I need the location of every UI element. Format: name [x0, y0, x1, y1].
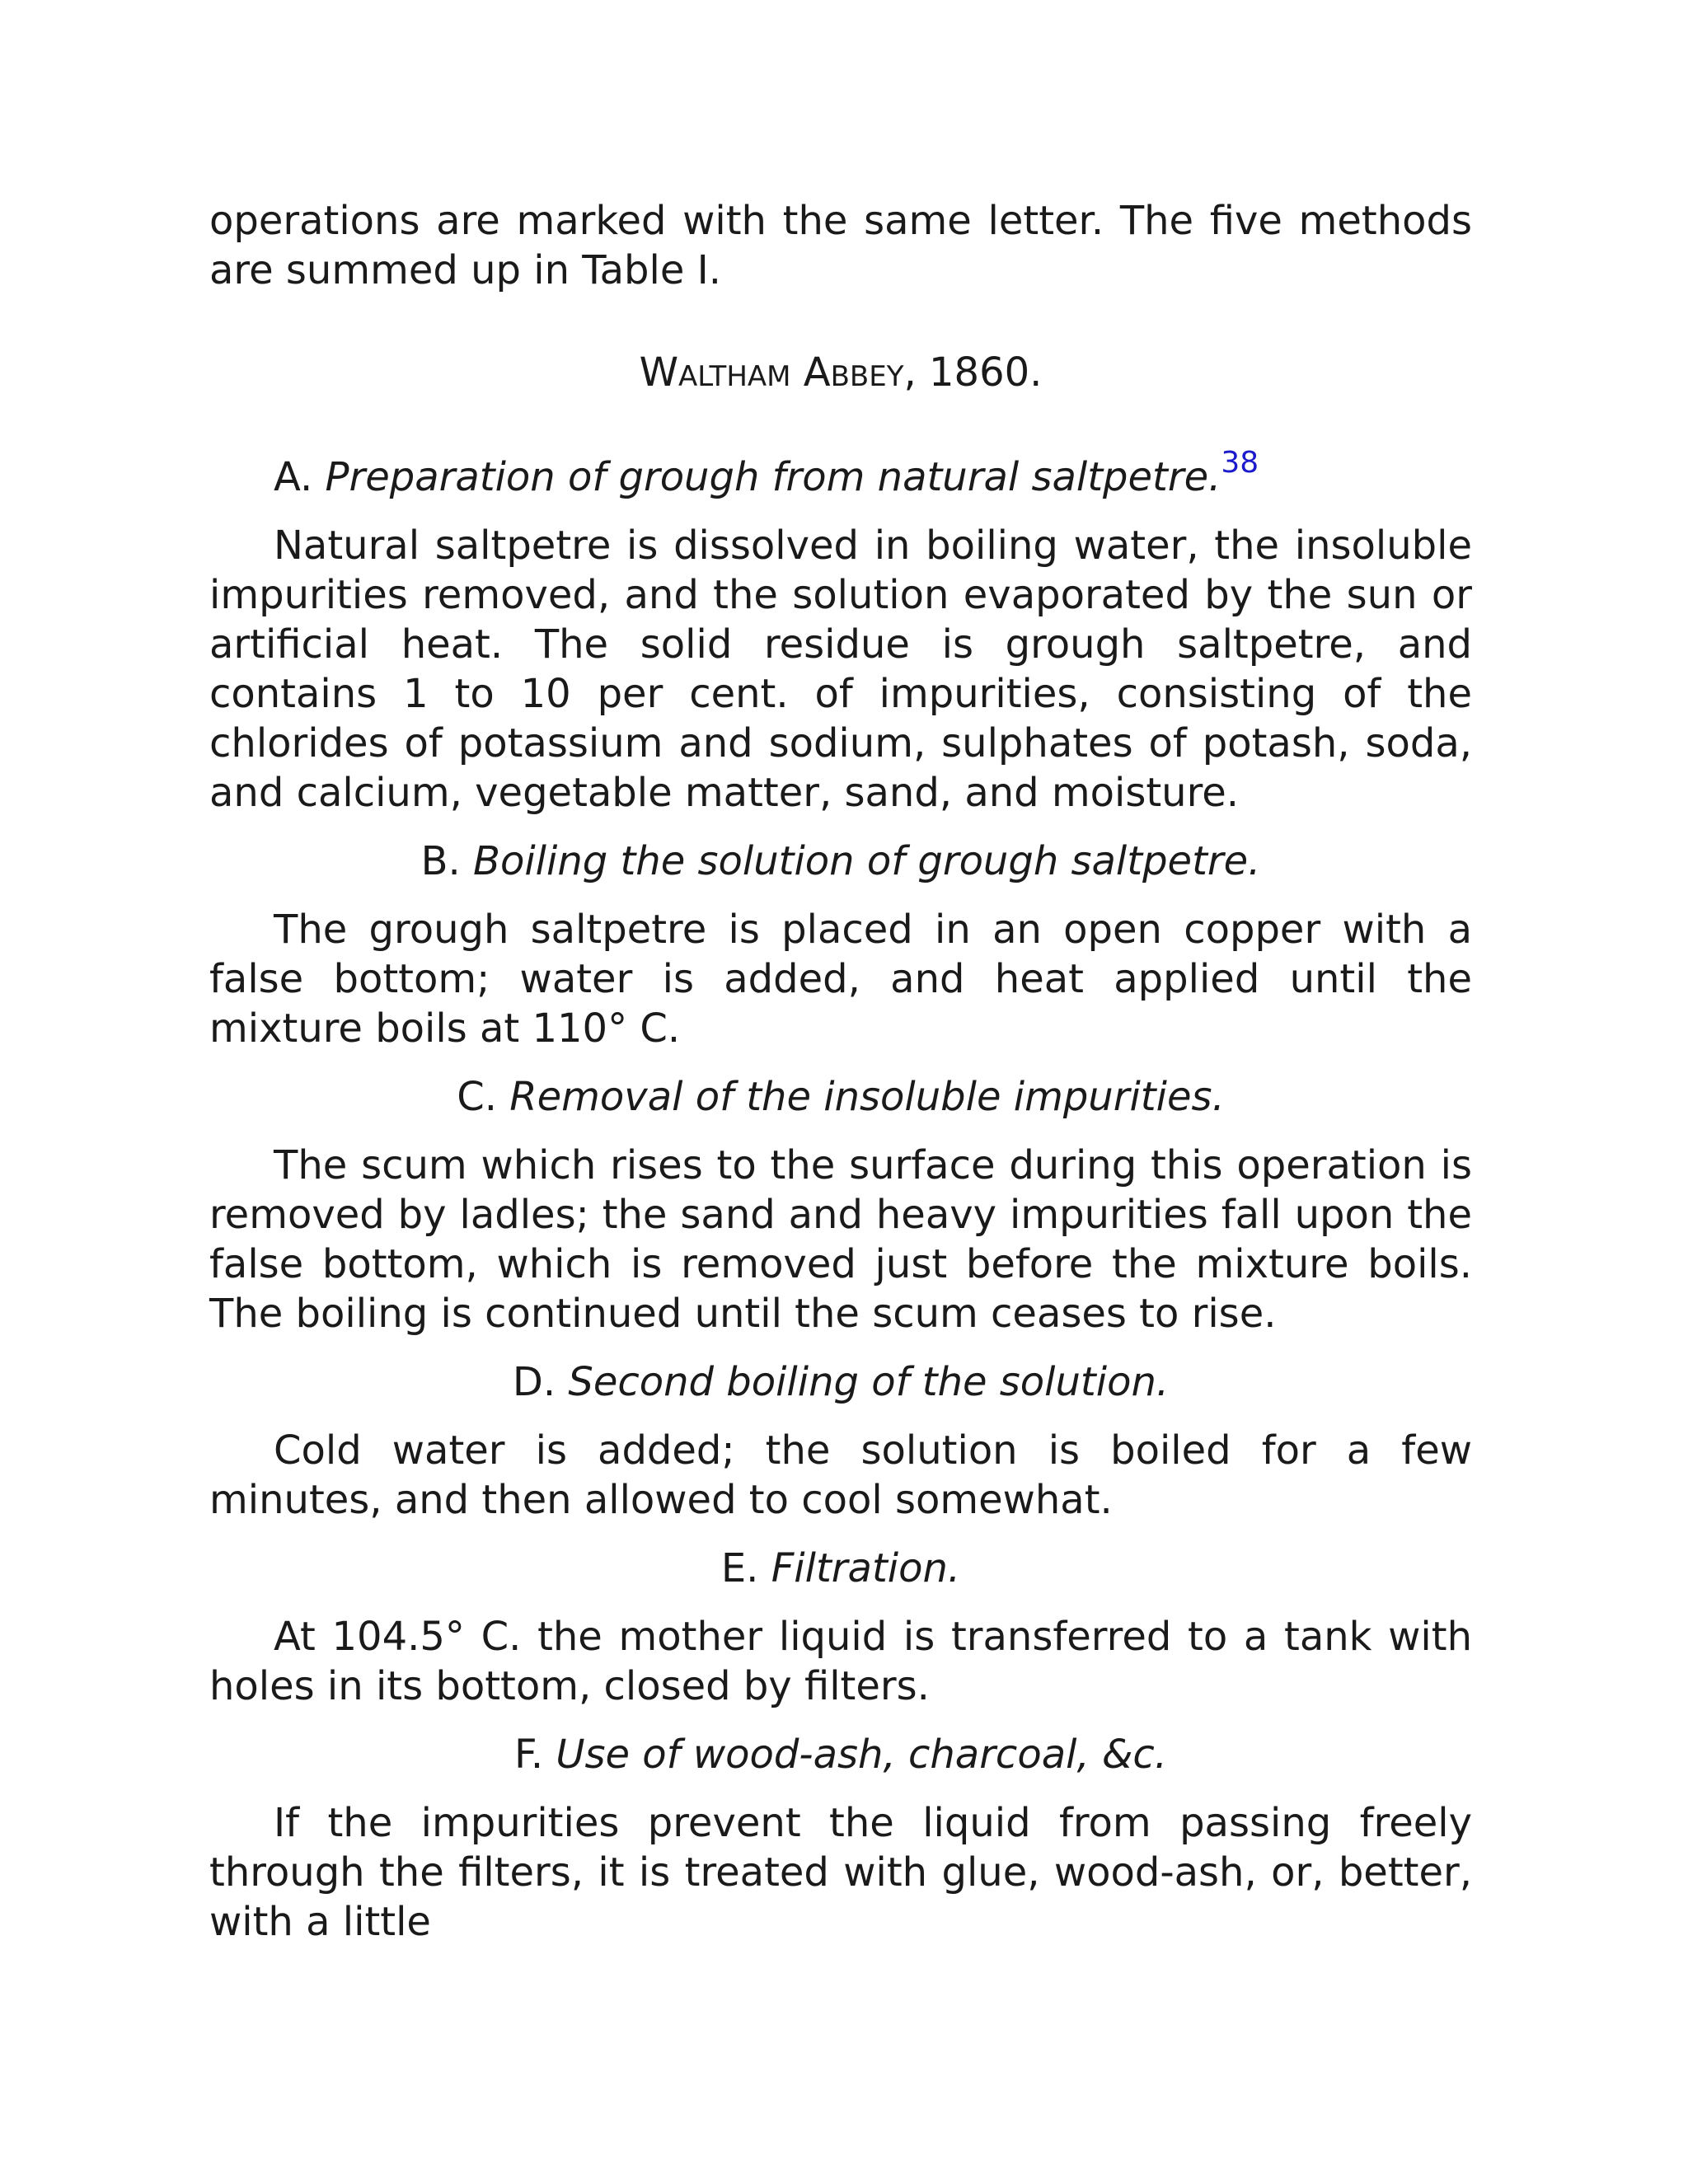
section-title: Preparation of grough from natural saltpetre.	[325, 454, 1221, 500]
section-title: Boiling the solution of grough saltpetre.	[473, 838, 1261, 884]
footnote-link[interactable]: 38	[1221, 446, 1259, 480]
intro-paragraph: operations are marked with the same letter. The five methods are summed up in Table I.	[209, 198, 1472, 293]
spacer	[209, 1338, 1472, 1357]
section-title: Second boiling of the solution.	[568, 1359, 1170, 1405]
section-heading-c	[209, 1072, 1472, 1122]
section-letter: C.	[457, 1074, 510, 1120]
section-body-d: Cold water is added; the solution is boiled for a few minutes, and then allowed to cool somewhat.	[209, 1427, 1472, 1523]
spacer	[209, 1779, 1472, 1798]
section-heading-d	[209, 1357, 1472, 1407]
spacer	[209, 1122, 1472, 1141]
place-heading-rest-2: BBEY	[830, 360, 904, 393]
spacer	[209, 1711, 1472, 1730]
place-heading-initial-w: W	[639, 349, 679, 396]
section-body-b: The grough saltpetre is placed in an open copper with a false bottom; water is added, and heat applied until the mixture boils at 110° C.	[209, 907, 1472, 1052]
section-body-c: The scum which rises to the surface during this operation is removed by ladles; the sand and heavy impurities fall upon the false bottom, which is removed just before the mixture boils. The boiling is continued until the scum ceases to rise.	[209, 1142, 1472, 1337]
spacer	[209, 295, 1472, 348]
section-letter: F.	[513, 1732, 556, 1778]
section-letter: B.	[420, 838, 474, 884]
spacer	[209, 1593, 1472, 1612]
spacer	[209, 401, 1472, 452]
section-body-e: At 104.5° C. the mother liquid is transferred to a tank with holes in its bottom, closed by filters.	[209, 1614, 1472, 1709]
section-heading-b	[209, 837, 1472, 886]
section-title: Filtration.	[771, 1545, 961, 1591]
spacer	[209, 502, 1472, 521]
section-letter: D.	[512, 1359, 569, 1405]
section-letter: E.	[720, 1545, 771, 1591]
section-title: Use of wood-ash, charcoal, &c.	[556, 1732, 1168, 1778]
spacer	[209, 1053, 1472, 1072]
section-body-f: If the impurities prevent the liquid from passing freely through the filters, it is treated with glue, wood-ash, or, better, with a little	[209, 1800, 1472, 1945]
section-letter: A.	[274, 454, 326, 500]
spacer	[209, 1525, 1472, 1544]
section-heading-e	[209, 1544, 1472, 1593]
section-body-a: Natural saltpetre is dissolved in boiling water, the insoluble impurities removed, and the solution evaporated by the sun or artificial heat. The solid residue is grough saltpetre, and contains 1 to 10 per cent. of impurities, consisting of the chlorides of potassium and sodium, sulphates of potash, soda, and calcium, vegetable matter, sand, and moisture.	[209, 523, 1472, 816]
section-heading-f	[209, 1730, 1472, 1779]
section-heading-a	[209, 446, 1472, 502]
place-heading	[209, 348, 1472, 401]
spacer	[209, 886, 1472, 905]
spacer	[209, 818, 1472, 837]
section-title: Removal of the insoluble impurities.	[509, 1074, 1225, 1120]
place-heading-rest-1: ALTHAM	[678, 360, 791, 393]
spacer	[209, 1407, 1472, 1426]
page-content	[209, 196, 1472, 1947]
place-heading-initial-a: A	[803, 349, 831, 396]
place-heading-year: , 1860.	[903, 349, 1043, 396]
